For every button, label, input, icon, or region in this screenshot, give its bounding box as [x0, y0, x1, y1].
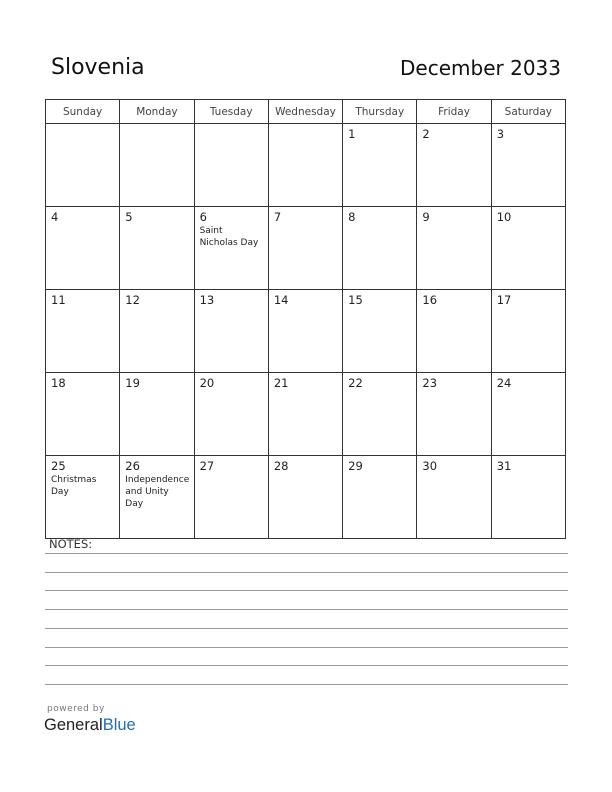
- day-cell: [343, 207, 417, 290]
- week-row: [46, 207, 566, 290]
- day-cell: [343, 290, 417, 373]
- day-cell: [120, 290, 194, 373]
- notes-line: [45, 572, 568, 573]
- day-cell: [491, 373, 565, 456]
- holiday-label: Independence and Unity Day: [125, 475, 190, 509]
- day-cell: [268, 456, 342, 539]
- day-cell: [343, 373, 417, 456]
- weekday-header-row: [46, 100, 566, 124]
- day-cell: [194, 124, 268, 207]
- month-year-title: December 2033: [400, 56, 561, 80]
- day-cell: [343, 456, 417, 539]
- day-number: 13: [199, 293, 215, 307]
- day-number: 15: [348, 293, 363, 307]
- day-number: 4: [51, 210, 59, 224]
- day-number: 5: [125, 210, 133, 224]
- logo-blue-text: Blue: [102, 716, 136, 734]
- week-row: [46, 290, 566, 373]
- day-number: 30: [422, 459, 438, 473]
- notes-label: NOTES:: [49, 537, 93, 551]
- day-cell: [491, 456, 565, 539]
- day-cell: [120, 373, 194, 456]
- calendar-grid: [45, 99, 566, 539]
- day-number: 28: [273, 459, 289, 473]
- day-number: 9: [422, 210, 430, 224]
- day-cell: [194, 373, 268, 456]
- day-cell: [417, 373, 491, 456]
- weekday-sunday: Sunday: [46, 100, 120, 124]
- holiday-label: Saint Nicholas Day: [199, 226, 259, 248]
- generalblue-logo: [44, 716, 136, 735]
- day-cell: [120, 207, 194, 290]
- day-number: 10: [496, 210, 512, 224]
- day-cell: [194, 456, 268, 539]
- day-cell: [491, 207, 565, 290]
- day-number: 31: [496, 459, 512, 473]
- day-number: 18: [51, 376, 66, 390]
- day-cell: [268, 290, 342, 373]
- day-cell: [491, 124, 565, 207]
- weekday-wednesday: Wednesday: [268, 100, 342, 124]
- day-number: 27: [199, 459, 215, 473]
- weekday-saturday: Saturday: [491, 100, 565, 124]
- day-cell: [417, 207, 491, 290]
- day-number: 17: [496, 293, 512, 307]
- day-number: 1: [348, 127, 356, 141]
- day-cell: [46, 373, 120, 456]
- powered-by-text: powered by: [47, 704, 105, 714]
- day-number: 7: [273, 210, 282, 224]
- day-number: 26: [125, 459, 140, 473]
- notes-line: [45, 609, 568, 610]
- day-cell: [46, 456, 120, 539]
- day-cell: [120, 456, 194, 539]
- logo-general-text: General: [44, 716, 103, 734]
- day-cell: [268, 373, 342, 456]
- day-cell: [46, 207, 120, 290]
- day-cell: [46, 290, 120, 373]
- day-cell: [194, 290, 268, 373]
- week-row: [46, 124, 566, 207]
- day-number: 22: [348, 376, 363, 390]
- day-cell: [491, 290, 565, 373]
- day-cell: [268, 207, 342, 290]
- day-number: 24: [496, 376, 512, 390]
- notes-line: [45, 553, 568, 554]
- day-number: 20: [199, 376, 215, 390]
- day-number: 11: [51, 293, 66, 307]
- week-row: [46, 456, 566, 539]
- day-number: 2: [422, 127, 430, 141]
- country-title: Slovenia: [51, 55, 145, 80]
- notes-line: [45, 665, 568, 666]
- weekday-friday: Friday: [417, 100, 491, 124]
- weekday-tuesday: Tuesday: [194, 100, 268, 124]
- day-cell: [417, 290, 491, 373]
- day-number: 23: [422, 376, 438, 390]
- day-number: 21: [273, 376, 289, 390]
- notes-line: [45, 684, 568, 685]
- day-number: 12: [125, 293, 140, 307]
- day-cell: [417, 456, 491, 539]
- weekday-thursday: Thursday: [343, 100, 417, 124]
- notes-line: [45, 647, 568, 648]
- day-number: 29: [348, 459, 363, 473]
- day-cell: [417, 124, 491, 207]
- day-number: 19: [125, 376, 140, 390]
- weekday-monday: Monday: [120, 100, 194, 124]
- day-number: 8: [348, 210, 356, 224]
- holiday-label: Christmas Day: [51, 475, 97, 497]
- notes-line: [45, 628, 568, 629]
- day-cell: [343, 124, 417, 207]
- day-number: 25: [51, 459, 66, 473]
- day-cell: [194, 207, 268, 290]
- day-cell: [268, 124, 342, 207]
- notes-line: [45, 590, 568, 591]
- day-number: 14: [273, 293, 289, 307]
- week-row: [46, 373, 566, 456]
- day-number: 6: [199, 210, 207, 224]
- day-cell: [46, 124, 120, 207]
- day-cell: [120, 124, 194, 207]
- day-number: 16: [422, 293, 438, 307]
- day-number: 3: [496, 127, 505, 141]
